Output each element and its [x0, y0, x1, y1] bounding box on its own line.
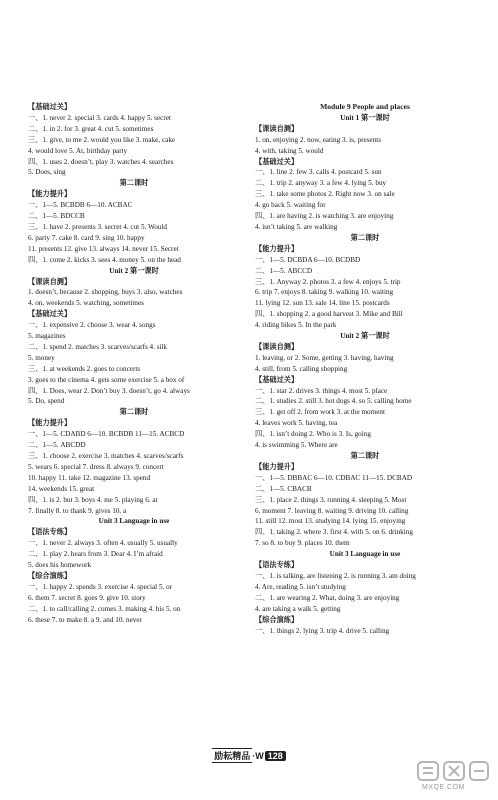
answer-line: 4. is swimming 5. Where are	[255, 441, 338, 450]
section-heading: 【语法专练】	[255, 561, 299, 570]
answer-line: 二、1—5. ABCCD	[255, 266, 313, 275]
answer-line: 一、1. is talking, are listening 2. is running 3. am doing	[255, 571, 416, 580]
answer-line: 4. would love 5. At, birthday party	[28, 146, 128, 155]
unit-heading: 第二课时	[350, 233, 380, 242]
answer-line: 三、1. choose 2. exercise 3. matches 4. scarves/scarfs	[28, 452, 184, 460]
unit-heading: Unit 2 第一课时	[109, 266, 159, 275]
watermark-text: MXQE.COM	[422, 784, 465, 791]
answer-line: 四、1. uses 2. doesn’t, play 3. watches 4. searches	[28, 157, 174, 166]
page-footer: 励耘精品 ·W 128	[0, 748, 498, 763]
answer-line: 1. doesn’t, because 2. shopping, buys 3. also, watches	[28, 288, 183, 297]
section-heading: 【课读自测】	[255, 342, 299, 351]
answer-line: 5. Do, spend	[28, 397, 65, 406]
section-heading: 【能力提升】	[255, 462, 299, 471]
answer-line: 三、1. have 2. presents 3. secret 4. cut 5. Would	[28, 222, 168, 231]
answer-line: 一、1. expensive 2. choose 3. wear 4. songs	[28, 321, 156, 330]
unit-heading: Unit 1 第一课时	[340, 113, 390, 122]
answer-line: 6. party 7. cake 8. card 9. sing 10. happy	[28, 233, 145, 242]
section-heading: 【基础过关】	[28, 103, 72, 111]
answer-line: 4. go back 5. waiting for	[255, 201, 326, 210]
answer-line: 6. these 7. to make 8. a 9. and 10. never	[28, 615, 142, 624]
unit-heading: Unit 3 Language in use	[98, 517, 170, 526]
unit-heading: 第二课时	[119, 408, 149, 417]
section-heading: 【能力提升】	[28, 419, 72, 428]
answer-line: 5. does his homework	[28, 561, 92, 570]
answer-line: 6. moment 7. leaving 8. waiting 9. driving 10. calling	[255, 506, 409, 515]
answer-line: 1. leaving, or 2. Some, getting 3. having, having	[255, 353, 394, 362]
answer-line: 4. with, taking 5. would	[255, 146, 324, 155]
answer-line: 5. money	[28, 353, 55, 362]
answer-line: 二、1. spend 2. matches 3. scarves/scarfs 4. silk	[28, 342, 168, 351]
unit-heading: 第二课时	[119, 179, 149, 188]
answer-line: 四、1. taking 2. where 3. first 4. with 5. on 6. drinking	[255, 528, 413, 537]
answer-line: 4. Are, reading 5. isn’t studying	[255, 582, 346, 591]
unit-heading: Unit 3 Language in use	[329, 550, 401, 559]
answer-line: 一、1—5. DBBAC 6—10. CDBAC 11—15. DCBAD	[255, 473, 413, 482]
answer-line: 二、1—5. ABCDD	[28, 441, 86, 450]
answer-line: 四、1. isn’t doing 2. Who is 3. Is, going	[255, 430, 371, 439]
footer-page-label: W	[255, 751, 264, 761]
section-heading: 【能力提升】	[255, 244, 299, 253]
answer-line: 三、1. get off 2. from work 3. at the moment	[255, 408, 386, 417]
answer-line: 四、1. are having 2. is watching 3. are enjoying	[255, 212, 394, 221]
answer-line: 一、1—5. DCBDA 6—10. BCDBD	[255, 255, 361, 264]
answer-line: 一、1. star 2. drives 3. things 4. most 5. place	[255, 386, 388, 395]
left-answer-column	[28, 102, 240, 626]
answer-line: 5. wears 6. special 7. dress 8. always 9. concert	[28, 462, 164, 471]
answer-line: 四、1. Does, wear 2. Don’t buy 3. doesn’t, go 4. always	[28, 386, 190, 395]
section-heading: 【课读自测】	[28, 277, 72, 286]
watermark-logo-icon	[414, 760, 492, 784]
answer-line: 7. so 8. to buy 9. places 10. them	[255, 539, 350, 548]
section-heading: 【综合演练】	[255, 615, 299, 624]
section-heading: 【综合演练】	[28, 571, 72, 580]
answer-line: 4. are taking a walk 5. getting	[255, 604, 341, 613]
answer-line: 4. on, weekends 5. watching, sometimes	[28, 299, 144, 308]
answer-line: 6. trip 7. enjoys 8. taking 9. walking 10. waiting	[255, 288, 394, 297]
answer-line: 一、1. line 2. few 3. calls 4. postcard 5. sun	[255, 168, 382, 177]
answer-line: 6. them 7. secret 8. goes 9. give 10. story	[28, 593, 146, 602]
answer-line: 一、1—5. CDABD 6—10. BCBDB 11—15. ACBCD	[28, 430, 185, 439]
answer-line: 二、1. trip 2. anyway 3. a few 4. lying 5. buy	[255, 179, 387, 188]
answer-line: 二、1. in 2. for 3. great 4. cut 5. sometimes	[28, 124, 154, 133]
answer-line: 二、1. are wearing 2. What, doing 3. are enjoying	[255, 593, 400, 602]
answer-line: 7. finally 8. to thank 9. gives 10. a	[28, 506, 127, 515]
answer-line: 二、1. play 2. hears from 3. Dear 4. I’m afraid	[28, 550, 163, 559]
answer-line: 一、1. things 2. lying 3. trip 4. drive 5. calling	[255, 626, 390, 635]
answer-line: 3. goes to the cinema 4. gets some exercise 5. a box of	[28, 375, 185, 384]
answer-line: 二、1—5. CBACB	[255, 484, 312, 493]
watermark	[414, 760, 492, 794]
answer-line: 三、1. give, to me 2. would you like 3. make, cake	[28, 135, 176, 144]
answer-line: 一、1. happy 2. spends 3. exercise 4. special 5. or	[28, 582, 173, 591]
section-heading: 【能力提升】	[28, 190, 72, 199]
page-number: 128	[265, 751, 286, 761]
answer-line: 11. presents 12. give 13. always 14. never 15. Secret	[28, 244, 179, 253]
answer-line: 4. riding bikes 5. In the park	[255, 321, 337, 330]
answer-line: 4. isn’t taking 5. are walking	[255, 222, 338, 231]
answer-line: 三、1. take some photos 2. Right now 3. on sale	[255, 190, 395, 199]
answer-line: 三、1. place 2. things 3. running 4. sleeping 5. Most	[255, 495, 407, 504]
answer-line: 一、1—5. BCBDB 6—10. ACBAC	[28, 201, 133, 210]
answer-line: 二、1. studies 2. still 3. hot dogs 4. so 5. calling home	[255, 397, 412, 406]
answer-line: 11. still 12. most 13. studying 14. lying 15. enjoying	[255, 517, 406, 526]
answer-line: 四、1. shopping 2. a good harvest 3. Mike and Bill	[255, 310, 403, 319]
answer-line: 11. lying 12. sun 13. sale 14. line 15. postcards	[255, 299, 390, 308]
section-heading: 【基础过关】	[255, 157, 299, 166]
answer-line: 4. leaves work 5. having, tea	[255, 419, 338, 428]
answer-line: 二、1. to call/calling 2. comes 3. making 4. his 5. on	[28, 604, 181, 613]
section-heading: 【语法专练】	[28, 528, 72, 537]
answer-line: 14. weekends 15. great	[28, 484, 95, 493]
answer-line: 一、1. never 2. always 3. often 4. usually 5. usually	[28, 539, 178, 548]
footer-brand: 励耘精品	[212, 748, 252, 763]
answer-line: 二、1—5. BDCCB	[28, 212, 85, 221]
answer-line: 三、1. Anyway 2. photos 3. a few 4. enjoys 5. trip	[255, 277, 401, 286]
section-heading: 【课读自测】	[255, 124, 299, 133]
answer-line: 一、1. never 2. special 3. cards 4. happy 5. secret	[28, 113, 171, 122]
answer-line: 4. still, from 5. calling shopping	[255, 364, 348, 373]
answer-line: 10. happy 11. take 12. magazine 13. spend	[28, 473, 151, 482]
section-heading: 【基础过关】	[255, 375, 299, 384]
answer-line: 5. magazines	[28, 332, 66, 341]
answer-line: 四、1. is 2. but 3. boys 4. me 5. playing 6. at	[28, 495, 158, 504]
unit-heading: Unit 2 第一课时	[340, 332, 390, 341]
answer-line: 四、1. come 2. kicks 3. sees 4. money 5. on the head	[28, 255, 181, 264]
answer-line: 三、1. at weekends 2. goes to concerts	[28, 364, 141, 373]
right-answer-column	[255, 102, 475, 636]
unit-heading: 第二课时	[350, 452, 380, 460]
unit-heading: Module 9 People and places	[320, 102, 410, 111]
answer-line: 1. on, enjoying 2. now, eating 3. is, presents	[255, 135, 382, 144]
section-heading: 【基础过关】	[28, 310, 72, 319]
answer-line: 5. Does, sing	[28, 168, 66, 177]
